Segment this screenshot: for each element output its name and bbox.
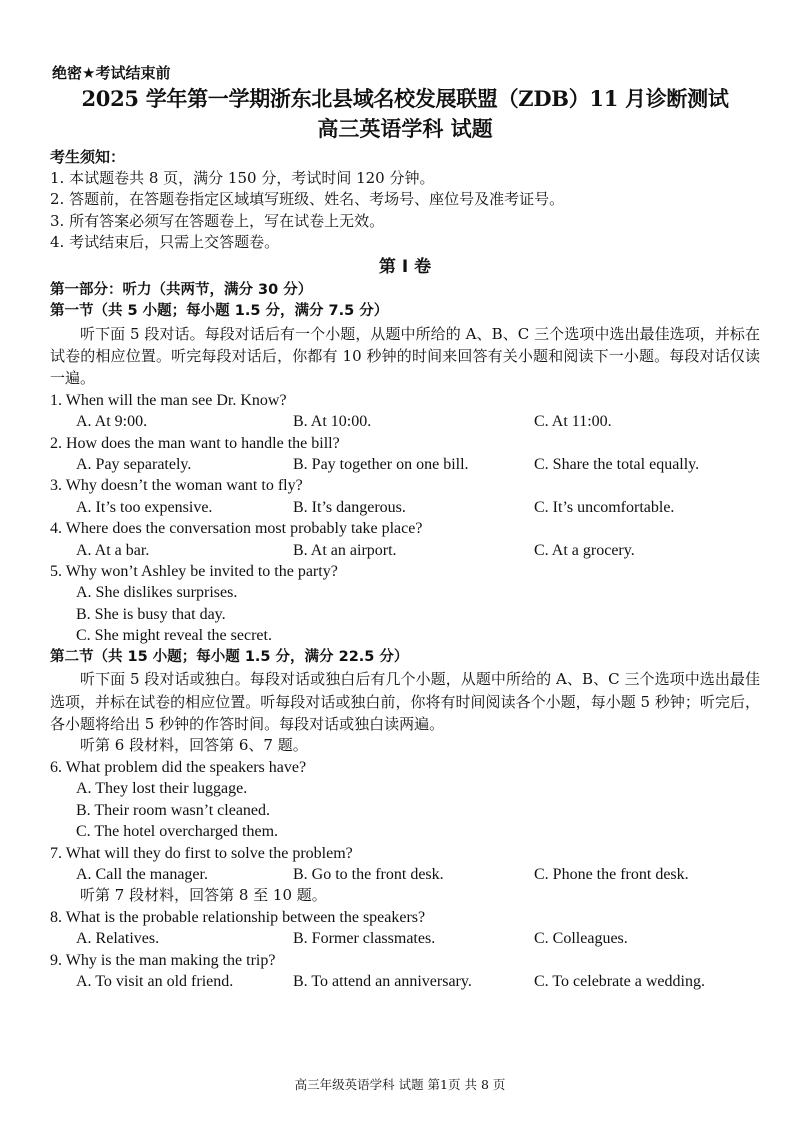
question-block [50,757,760,843]
option-a: A. She dislikes surprises. [76,584,238,602]
option-b: B. At an airport. [293,541,397,559]
option-c: C. Phone the front desk. [534,865,689,883]
question-block [50,843,760,886]
notice-heading: 考生须知： [50,148,126,166]
part1-heading: 第一部分：听力（共两节，满分 30 分） [50,281,313,298]
exam-page [50,62,760,992]
question-block [50,907,760,950]
option-c: C. To celebrate a wedding. [534,973,705,990]
question-stem: 9. Why is the man making the trip? [50,951,276,969]
notice-item: 4. 考试结束后，只需上交答题卷。 [50,233,280,252]
option-c: C. At a grocery. [534,541,635,559]
option-b: B. Go to the front desk. [293,865,444,883]
question-stem: 4. Where does the conversation most probably take place? [50,520,423,538]
option-b: B. Pay together on one bill. [293,456,469,474]
question-stem: 1. When will the man see Dr. Know? [50,391,287,409]
option-b: B. Former classmates. [293,930,436,948]
candidate-notice [50,146,760,254]
question-block [50,433,760,476]
option-row [50,864,760,885]
material-6-instruction: 听第 6 段材料，回答第 6、7 题。 [80,736,308,755]
exam-subtitle: 高三英语学科 试题 [317,116,493,141]
option-row [50,411,760,432]
section2-heading: 第二节（共 15 小题；每小题 1.5 分，满分 22.5 分） [50,648,409,665]
option-b: B. To attend an anniversary. [293,973,472,990]
option-row [50,454,760,475]
section1-heading: 第一节（共 5 小题；每小题 1.5 分，满分 7.5 分） [50,303,389,320]
option-row [50,540,760,561]
question-block [50,475,760,518]
question-stem: 8. What is the probable relationship between the speakers? [50,908,426,926]
notice-item: 2. 答题前，在答题卷指定区域填写班级、姓名、考场号、座位号及准考证号。 [50,190,565,209]
option-a: A. To visit an old friend. [76,973,234,990]
notice-item: 3. 所有答案必须写在答题卷上，写在试卷上无效。 [50,211,385,230]
option-a: A. Pay separately. [76,456,192,474]
section2-instructions: 听下面 5 段对话或独白。每段对话或独白后有几个小题，从题中所给的 A、B、C 三个选项中选出最佳选项，并标在试卷的相应位置。听每段对话或独白前，你将有时间阅读各个小题，每小题 5 秒钟；听完后，各小题将给出 5 秒钟的作答时间。每段对话或独白读两遍。 [50,670,760,733]
section1-instructions: 听下面 5 段对话。每段对话后有一个小题，从题中所给的 A、B、C 三个选项中选出最佳选项，并标在试卷的相应位置。听完每段对话后，你都有 10 秒钟的时间来回答有关小题和阅读下一小题。每段对话仅读一遍。 [50,324,760,388]
question-block [50,950,760,993]
option-a: A. At a bar. [76,541,150,559]
option-a: A. They lost their luggage. [76,780,248,798]
option-c: C. At 11:00. [534,413,612,431]
confidential-label: 绝密★考试结束前 [52,64,171,82]
option-c: C. Colleagues. [534,930,628,948]
material-7-instruction: 听第 7 段材料，回答第 8 至 10 题。 [80,886,327,905]
question-stem: 5. Why won’t Ashley be invited to the party? [50,563,338,581]
option-a: A. Relatives. [76,930,160,948]
question-stem: 6. What problem did the speakers have? [50,758,307,776]
question-stem: 2. How does the man want to handle the bill? [50,434,340,452]
option-b: B. It’s dangerous. [293,498,406,516]
option-c: C. She might reveal the secret. [76,627,272,645]
question-stem: 7. What will they do first to solve the problem? [50,844,353,862]
option-b: B. Their room wasn’t cleaned. [76,801,271,819]
question-stem: 3. Why doesn’t the woman want to fly? [50,477,303,495]
option-a: A. Call the manager. [76,865,208,883]
option-b: B. At 10:00. [293,413,372,431]
question-block [50,390,760,433]
option-c: C. Share the total equally. [534,456,700,474]
option-a: A. It’s too expensive. [76,498,213,516]
option-row [50,928,760,949]
option-c: C. The hotel overcharged them. [76,823,279,841]
notice-item: 1. 本试题卷共 8 页，满分 150 分，考试时间 120 分钟。 [50,169,435,187]
exam-title: 2025 学年第一学期浙东北县域名校发展联盟（ZDB）11 月诊断测试 [81,86,729,111]
option-row [50,971,760,992]
question-block [50,561,760,647]
option-b: B. She is busy that day. [76,605,226,623]
volume-title: 第 I 卷 [378,256,432,277]
option-c: C. It’s uncomfortable. [534,498,675,516]
question-block [50,518,760,561]
option-a: A. At 9:00. [76,413,148,431]
option-row [50,497,760,518]
page-footer: 高三年级英语学科 试题 第1页 共 8 页 [294,1077,506,1092]
